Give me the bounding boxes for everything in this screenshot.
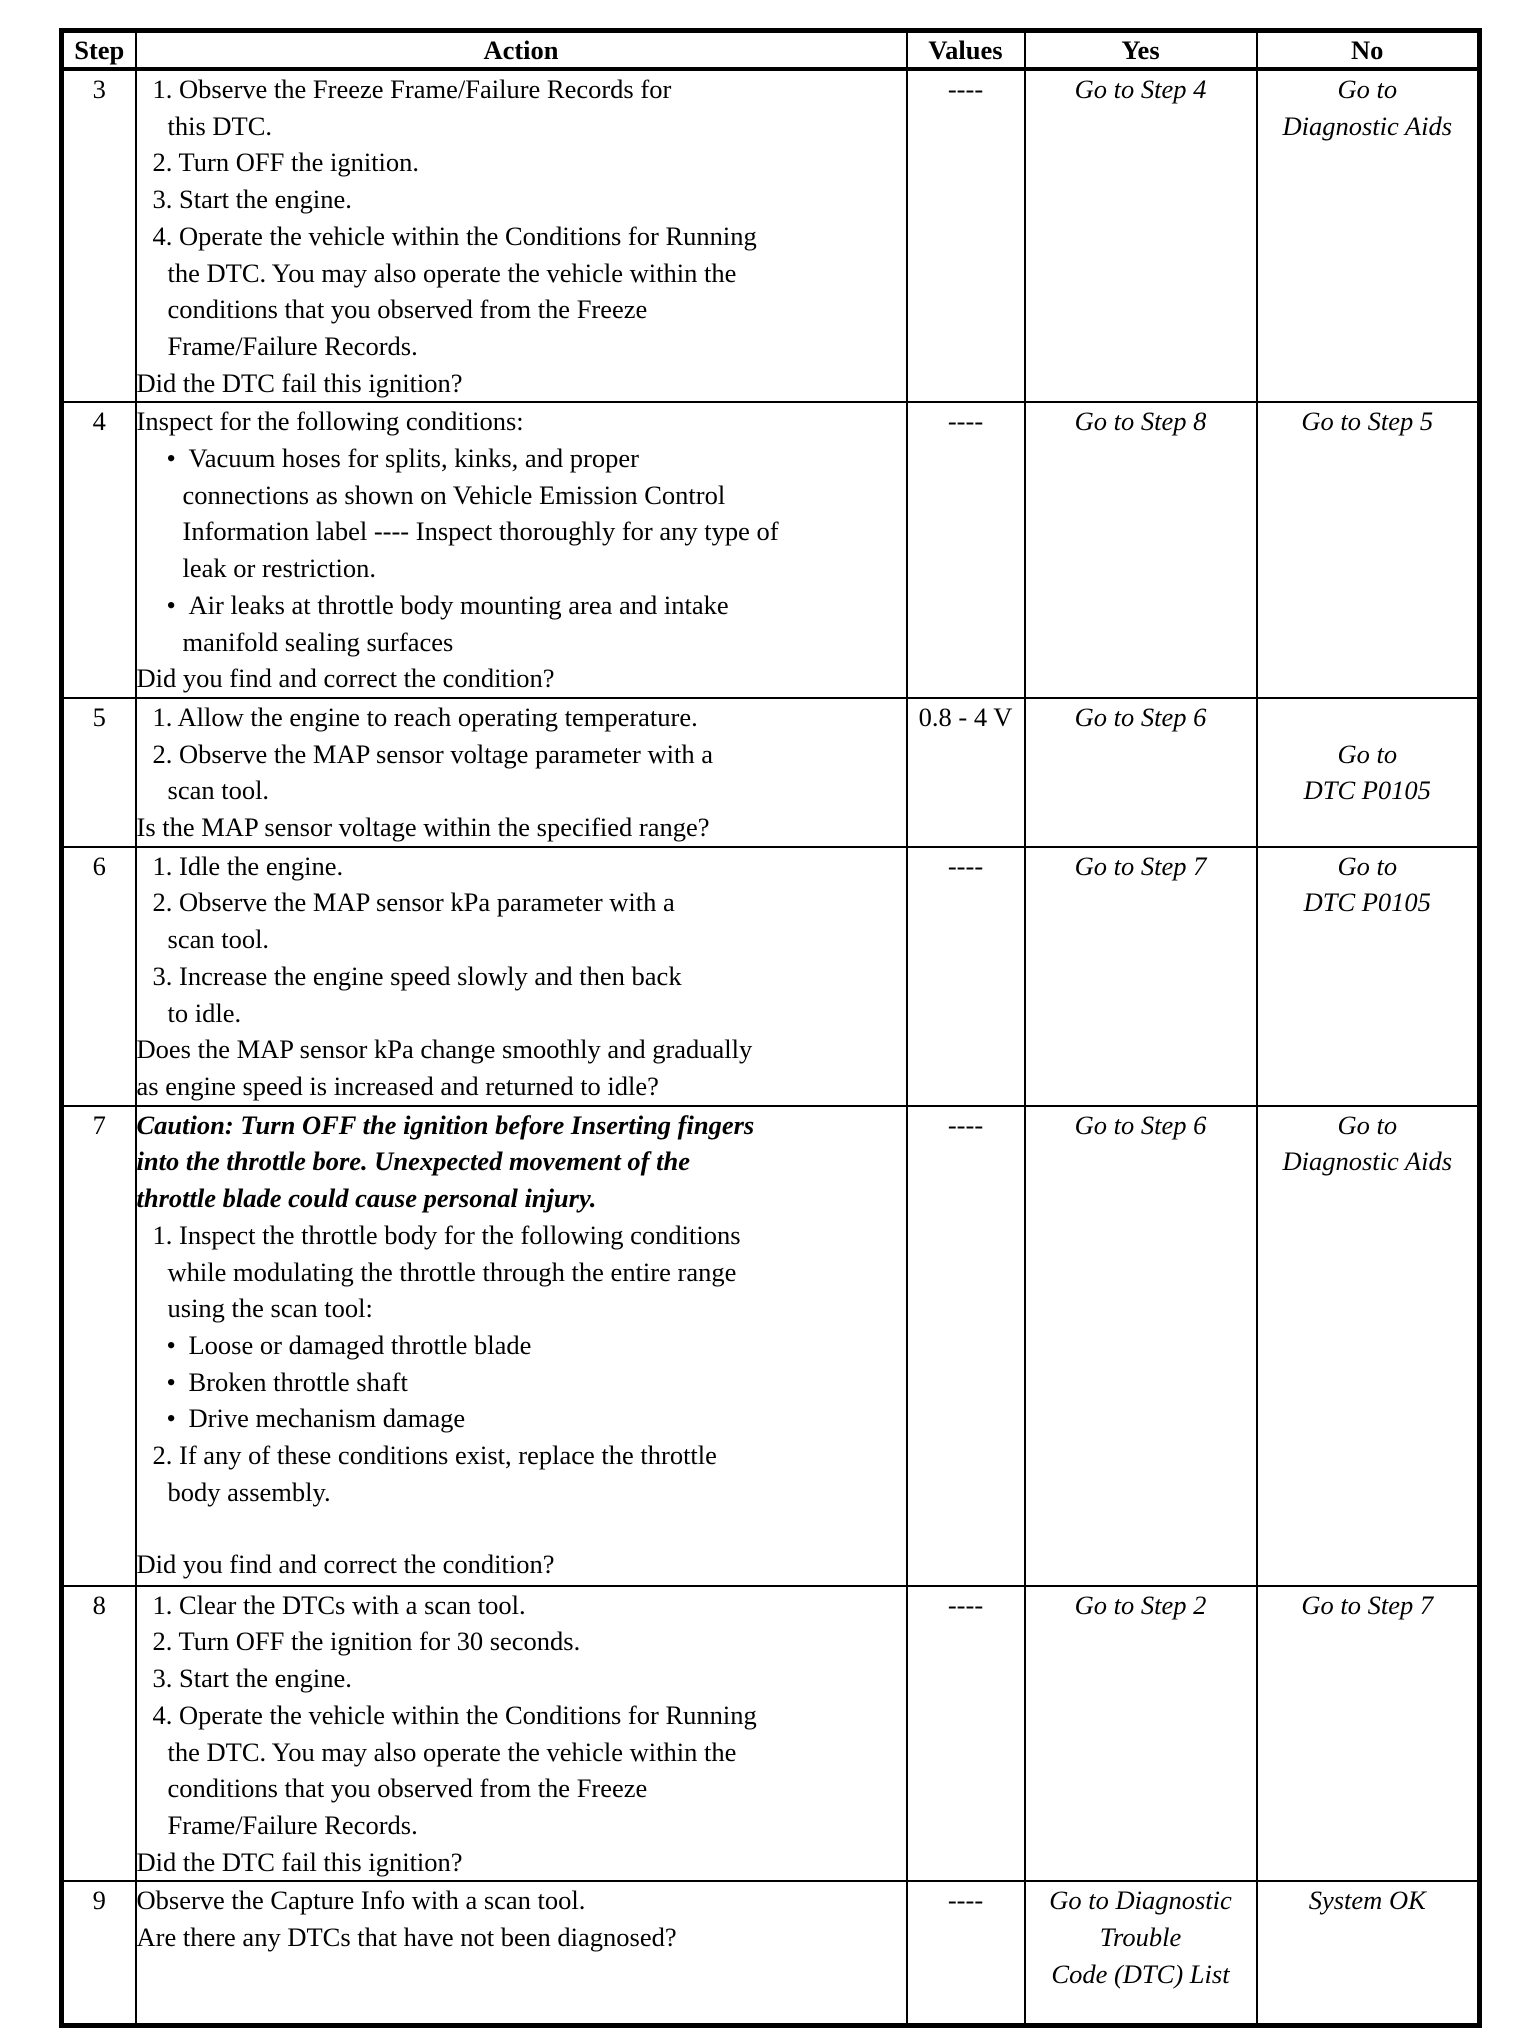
action-line: 1. Inspect the throttle body for the following conditions bbox=[152, 1219, 741, 1250]
no-cell bbox=[1257, 69, 1480, 402]
yes-cell bbox=[1025, 1106, 1257, 1586]
action-line: 4. Operate the vehicle within the Conditions for Running bbox=[152, 220, 757, 251]
no-cell bbox=[1257, 1106, 1480, 1586]
yes-text: Go to Step 6 bbox=[1074, 701, 1207, 732]
no-cell bbox=[1257, 1881, 1480, 2025]
action-question: Did you find and correct the condition? bbox=[136, 663, 555, 694]
yes-cell bbox=[1025, 69, 1257, 402]
no-cell bbox=[1257, 698, 1480, 847]
header-action: Action bbox=[136, 31, 907, 70]
values-cell: 0.8 - 4 V bbox=[907, 698, 1025, 847]
no-text: Go to bbox=[1337, 1109, 1398, 1140]
values-cell: ---- bbox=[907, 69, 1025, 402]
no-text: Go to bbox=[1337, 850, 1398, 881]
values-cell: ---- bbox=[907, 402, 1025, 698]
action-line: the DTC. You may also operate the vehicle within the bbox=[167, 1736, 737, 1767]
action-line: using the scan tool: bbox=[167, 1293, 373, 1324]
action-line: conditions that you observed from the Freeze bbox=[167, 294, 648, 325]
spacer bbox=[1258, 921, 1478, 957]
yes-cell bbox=[1025, 1586, 1257, 1882]
yes-text: Go to Step 7 bbox=[1074, 850, 1207, 881]
step-number: 7 bbox=[62, 1106, 136, 1586]
step-number: 4 bbox=[62, 402, 136, 698]
action-line: this DTC. bbox=[167, 110, 273, 141]
action-line: 3. Start the engine. bbox=[152, 1663, 352, 1694]
action-cell bbox=[136, 1586, 907, 1882]
action-line: 1. Idle the engine. bbox=[152, 850, 344, 881]
yes-text: Go to Diagnostic bbox=[1049, 1885, 1232, 1916]
no-text: Diagnostic Aids bbox=[1282, 110, 1453, 141]
action-question: Are there any DTCs that have not been diagnosed? bbox=[136, 1922, 677, 1953]
action-cell bbox=[136, 1881, 907, 2025]
action-line: 2. Turn OFF the ignition. bbox=[152, 147, 420, 178]
action-line: connections as shown on Vehicle Emission Control bbox=[182, 479, 726, 510]
no-text: Go to bbox=[1337, 74, 1398, 104]
caution-line: into the throttle bore. Unexpected movement of the bbox=[136, 1146, 690, 1177]
action-cell bbox=[136, 69, 907, 402]
no-text: Go to Step 5 bbox=[1301, 406, 1434, 437]
action-line: conditions that you observed from the Freeze bbox=[167, 1773, 648, 1804]
action-bullet: • Drive mechanism damage bbox=[137, 1400, 906, 1437]
yes-text: Go to Step 4 bbox=[1074, 74, 1207, 104]
no-text: DTC P0105 bbox=[1303, 887, 1431, 918]
action-bullet: • Broken throttle shaft bbox=[137, 1364, 906, 1401]
action-question: Did the DTC fail this ignition? bbox=[136, 1846, 463, 1877]
no-cell bbox=[1257, 402, 1480, 698]
values-cell: ---- bbox=[907, 1586, 1025, 1882]
yes-text: Go to Step 2 bbox=[1074, 1589, 1207, 1620]
action-line: 2. Observe the MAP sensor voltage parameter with a bbox=[152, 738, 714, 769]
action-bullet: • Vacuum hoses for splits, kinks, and proper bbox=[137, 440, 906, 477]
action-question: Did the DTC fail this ignition? bbox=[136, 367, 463, 398]
values-cell: ---- bbox=[907, 1106, 1025, 1586]
action-line: 3. Increase the engine speed slowly and then back bbox=[152, 960, 682, 991]
action-cell bbox=[136, 402, 907, 698]
table-row bbox=[62, 1586, 1480, 1882]
step-number: 5 bbox=[62, 698, 136, 847]
header-yes: Yes bbox=[1025, 31, 1257, 70]
caution-line: Caution: Turn OFF the ignition before Inserting fingers bbox=[136, 1109, 755, 1140]
action-line: Inspect for the following conditions: bbox=[136, 406, 524, 437]
no-cell bbox=[1257, 1586, 1480, 1882]
action-question: as engine speed is increased and returned to idle? bbox=[136, 1070, 659, 1101]
yes-cell bbox=[1025, 698, 1257, 847]
caution-line: throttle blade could cause personal injury. bbox=[136, 1183, 597, 1214]
action-bullet: • Loose or damaged throttle blade bbox=[137, 1327, 906, 1364]
action-bullet: • Air leaks at throttle body mounting area and intake bbox=[137, 587, 906, 624]
action-line: 4. Operate the vehicle within the Conditions for Running bbox=[152, 1699, 757, 1730]
action-line: Frame/Failure Records. bbox=[167, 1809, 418, 1840]
action-question: Does the MAP sensor kPa change smoothly and gradually bbox=[136, 1034, 753, 1065]
yes-cell bbox=[1025, 847, 1257, 1106]
action-line: Frame/Failure Records. bbox=[167, 330, 418, 361]
yes-text: Code (DTC) List bbox=[1051, 1958, 1230, 1989]
no-text: System OK bbox=[1308, 1885, 1426, 1916]
table-row bbox=[62, 69, 1480, 402]
no-text: Go to bbox=[1337, 738, 1398, 769]
table-row bbox=[62, 402, 1480, 698]
action-line: while modulating the throttle through the entire range bbox=[167, 1256, 737, 1287]
no-text: Go to Step 7 bbox=[1301, 1589, 1434, 1620]
action-line: 3. Start the engine. bbox=[152, 184, 352, 215]
table-row bbox=[62, 1106, 1480, 1586]
yes-cell bbox=[1025, 1881, 1257, 2025]
action-line: leak or restriction. bbox=[182, 553, 377, 584]
no-cell bbox=[1257, 847, 1480, 1106]
header-step: Step bbox=[62, 31, 136, 70]
values-cell: ---- bbox=[907, 847, 1025, 1106]
header-row bbox=[62, 31, 1480, 70]
action-line: 1. Clear the DTCs with a scan tool. bbox=[152, 1589, 526, 1620]
action-line: body assembly. bbox=[167, 1476, 331, 1507]
header-values: Values bbox=[907, 31, 1025, 70]
header-no: No bbox=[1257, 31, 1480, 70]
values-cell: ---- bbox=[907, 1881, 1025, 2025]
action-line: 2. If any of these conditions exist, replace the throttle bbox=[152, 1440, 717, 1471]
action-line: the DTC. You may also operate the vehicle within the bbox=[167, 257, 737, 288]
step-number: 3 bbox=[62, 69, 136, 402]
table-row bbox=[62, 847, 1480, 1106]
action-line: 2. Turn OFF the ignition for 30 seconds. bbox=[152, 1626, 581, 1657]
step-number: 8 bbox=[62, 1586, 136, 1882]
yes-cell bbox=[1025, 402, 1257, 698]
yes-text: Go to Step 8 bbox=[1074, 406, 1207, 437]
no-text: Diagnostic Aids bbox=[1282, 1146, 1453, 1177]
action-line: 1. Allow the engine to reach operating temperature. bbox=[152, 701, 698, 732]
action-line: to idle. bbox=[167, 997, 242, 1028]
action-line: 2. Observe the MAP sensor kPa parameter with a bbox=[152, 887, 675, 918]
table-row bbox=[62, 1881, 1480, 2025]
action-line: 1. Observe the Freeze Frame/Failure Records for bbox=[152, 74, 672, 104]
step-number: 6 bbox=[62, 847, 136, 1106]
action-line: scan tool. bbox=[167, 775, 270, 806]
action-question: Is the MAP sensor voltage within the specified range? bbox=[136, 812, 710, 843]
diagnostic-table bbox=[59, 28, 1482, 2028]
action-question: Did you find and correct the condition? bbox=[136, 1549, 555, 1580]
step-number: 9 bbox=[62, 1881, 136, 2025]
yes-text: Trouble bbox=[1099, 1922, 1182, 1953]
yes-text: Go to Step 6 bbox=[1074, 1109, 1207, 1140]
action-cell bbox=[136, 698, 907, 847]
table-row bbox=[62, 698, 1480, 847]
action-line: manifold sealing surfaces bbox=[182, 626, 454, 657]
action-cell bbox=[136, 1106, 907, 1586]
action-line: Observe the Capture Info with a scan tool. bbox=[136, 1885, 586, 1916]
action-line: scan tool. bbox=[167, 924, 270, 955]
action-cell bbox=[136, 847, 907, 1106]
no-text: DTC P0105 bbox=[1303, 775, 1431, 806]
spacer bbox=[137, 1510, 906, 1546]
action-line: Information label ---- Inspect thoroughly for any type of bbox=[182, 516, 779, 547]
